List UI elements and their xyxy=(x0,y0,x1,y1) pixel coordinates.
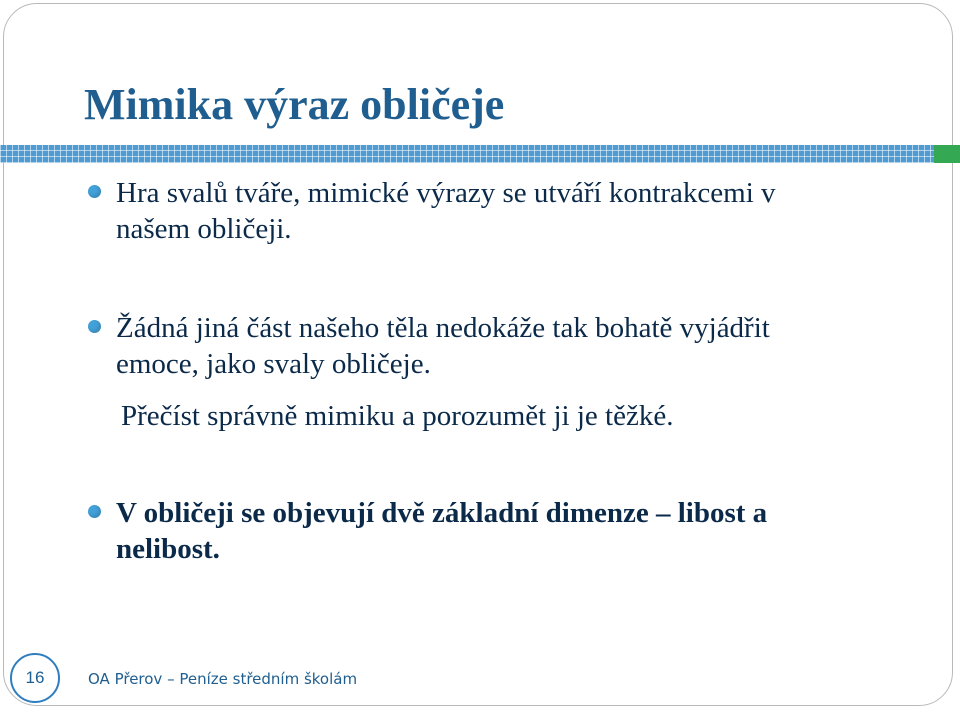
bullet-item-2 xyxy=(88,310,848,382)
bullet-subline: Přečíst správně mimiku a porozumět ji je těžké. xyxy=(121,400,674,432)
page-number-badge: 16 xyxy=(10,653,60,703)
bullet-text-1: Hra svalů tváře, mimické výrazy se utváří kontrakcemi v našem obličeji. xyxy=(116,177,776,245)
bullet-item-3 xyxy=(88,495,858,567)
title-divider-accent xyxy=(934,145,960,163)
bullet-text-3: V obličeji se objevují dvě základní dimenze – libost a nelibost. xyxy=(116,497,768,565)
title-divider xyxy=(0,145,960,163)
slide-title: Mimika výraz obličeje xyxy=(84,80,505,129)
bullet-dot-icon xyxy=(88,185,101,198)
bullet-dot-icon xyxy=(88,320,101,333)
bullet-item-1 xyxy=(88,175,788,247)
bullet-dot-icon xyxy=(88,505,101,518)
footer-text: OA Přerov – Peníze středním školám xyxy=(88,670,358,688)
bullet-text-2: Žádná jiná část našeho těla nedokáže tak bohatě vyjádřit emoce, jako svaly obličeje. xyxy=(116,312,770,380)
